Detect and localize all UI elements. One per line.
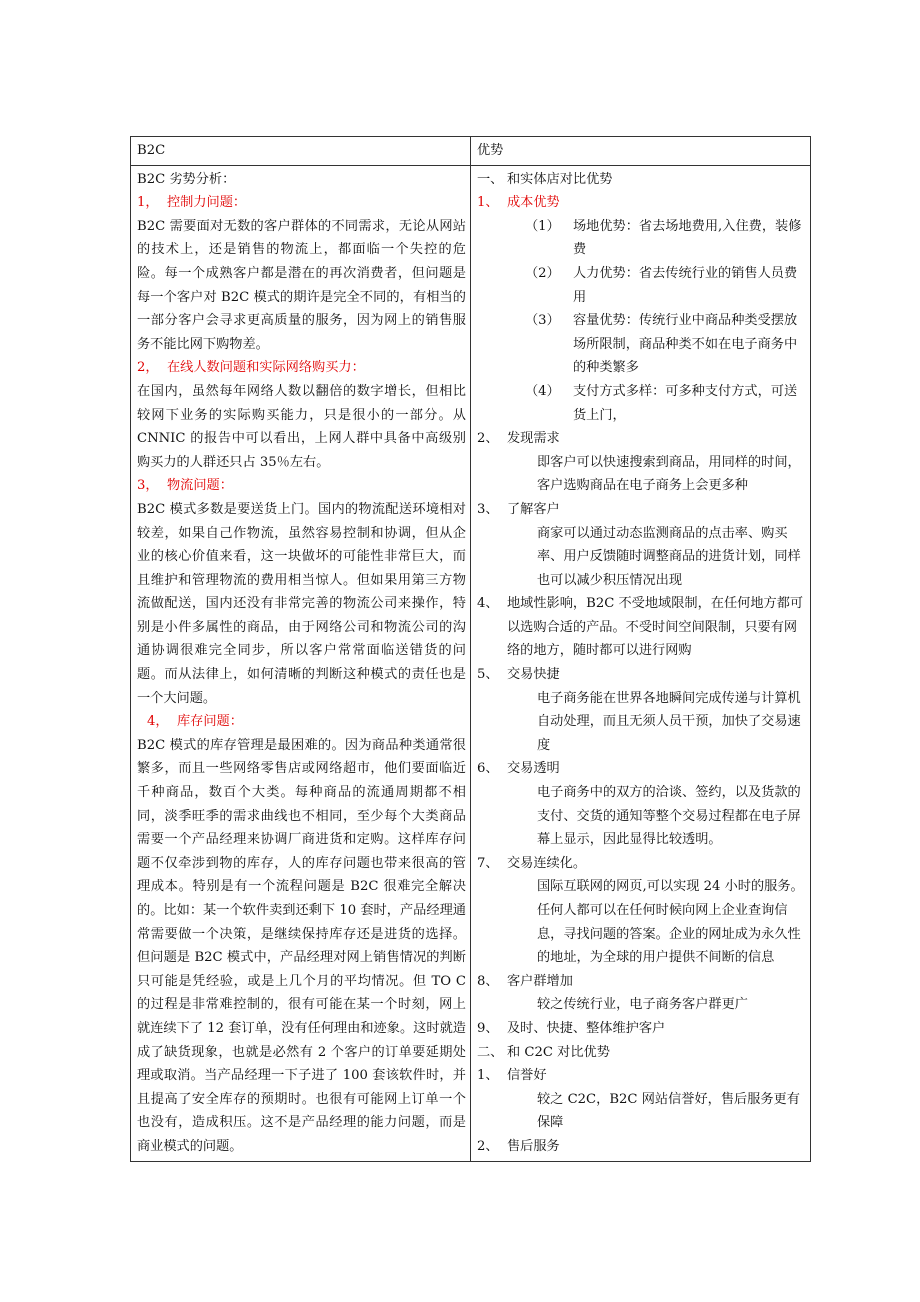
list-item-detail: 即客户可以快速搜索到商品，用同样的时间，客户选购商品在电子商务上会更多种 (537, 454, 801, 494)
section-heading: 4， 库存问题： (147, 714, 243, 730)
section-heading: 3， 物流问题： (137, 478, 233, 494)
list-item-detail: 较之 C2C，B2C 网站信誉好，售后服务更有保障 (537, 1091, 800, 1131)
comparison-table (130, 136, 811, 1162)
section-heading: 2， 在线人数问题和实际网络购买力： (137, 360, 365, 376)
section-body: B2C 模式的库存管理是最困难的。因为商品种类通常很繁多，而且一些网络零售店或网络超市，他们要面临近千种商品，数百个大类。每种商品的流通周期都不相同，淡季旺季的需求曲线也不相同，至少每个大类商品需要一个产品经理来协调厂商进货和定购。这样库存问题不仅牵涉到物的库存，人的库存问题也带来很高的管理成本。特别是有一个流程问题是 B2C 很难完全解决的。比如：某一个软件卖到还剩下 10 套时，产品经理通常需要做一个决策，是继续保持库存还是进货的选择。但问题是 B2C 模式中，产品经理对网上销售情况的判断只可能是凭经验，或是上几个月的平均情况。但 TO C 的过程是非常难控制的，很有可能在某一个时刻，网上就连续下了 12 套订单，没有任何理由和迹象。这时就造成了缺货现象，也就是必然有 2 个客户的订单要延期处理或取消。当产品经理一下子进了 100 套该软件时，并且提高了安全库存的预期时。也很有可能网上订单一个也没有，造成积压。这不是产品经理的能力问题，而是商业模式的问题。 (137, 737, 466, 1154)
list-item: 5、 交易快捷 (477, 667, 560, 683)
disadvantages-cell (131, 165, 471, 1161)
list-item: 2、 发现需求 (477, 431, 560, 447)
cost-heading: 1、 成本优势 (477, 195, 560, 211)
section-heading: 1， 控制力问题： (137, 195, 247, 211)
cost-item: （4） 支付方式多样：可多种支付方式，可送货上门， (525, 383, 798, 423)
cost-item: （2） 人力优势：省去传统行业的销售人员费用 (525, 265, 798, 305)
list-item-detail: 国际互联网的网页,可以实现 24 小时的服务。任何人都可以在任何时候向网上企业查询信息，寻找问题的答案。企业的网址成为永久性的地址，为全球的用户提供不间断的信息 (537, 879, 804, 966)
list-item-detail: 商家可以通过动态监测商品的点击率、购买率、用户反馈随时调整商品的进货计划，同样也可以减少积压情况出现 (537, 525, 801, 588)
part-heading: 二、 和 C2C 对比优势 (477, 1044, 610, 1060)
list-item: 1、 信誉好 (477, 1068, 547, 1084)
list-item: 8、 客户群增加 (477, 973, 573, 989)
part-heading: 一、 和实体店对比优势 (477, 171, 613, 187)
list-item: 4、 地域性影响，B2C 不受地域限制，在任何地方都可以选购合适的产品。不受时间空间限制，只要有网络的地方，随时都可以进行网购 (477, 596, 804, 659)
section-body: B2C 需要面对无数的客户群体的不同需求，无论从网站的技术上，还是销售的物流上，都面临一个失控的危险。每一个成熟客户都是潜在的再次消费者，但问题是每一个客户对 B2C 模式的期许是完全不同的，有相当的一部分客户会寻求更高质量的服务，因为网上的销售服务不能比网下购物差。 (137, 218, 466, 352)
list-item-detail: 电子商务能在世界各地瞬间完成传递与计算机自动处理，而且无须人员干预，加快了交易速度 (537, 690, 801, 753)
list-item-detail: 较之传统行业，电子商务客户群更广 (537, 997, 748, 1013)
list-item: 6、 交易透明 (477, 761, 560, 777)
list-item: 7、 交易连续化。 (477, 855, 587, 871)
header-advantages: 优势 (471, 137, 811, 166)
section-body: B2C 模式多数是要送货上门。国内的物流配送环境相对较差，如果自己作物流，虽然容易控制和协调，但从企业的核心价值来看，这一块做坏的可能性非常巨大，而且维护和管理物流的费用相当惊人。但如果用第三方物流做配送，国内还没有非常完善的物流公司来操作，特别是小件多属性的商品，由于网络公司和物流公司的沟通协调很难完全同步，所以客户常常面临送错货的问题。而从法律上，如何清晰的判断这种模式的责任也是一个大问题。 (137, 501, 466, 706)
disadvantages-intro: B2C 劣势分析： (137, 171, 236, 187)
cost-item: （1） 场地优势：省去场地费用,入住费，装修费 (525, 218, 802, 258)
cost-item: （3） 容量优势：传统行业中商品种类受摆放场所限制，商品种类不如在电子商务中的种类繁多 (525, 313, 798, 376)
content-row (131, 165, 811, 1161)
section-body: 在国内，虽然每年网络人数以翻倍的数字增长，但相比较网下业务的实际购买能力，只是很小的一部分。从 CNNIC 的报告中可以看出，上网人群中具备中高级别购买力的人群还只占 35％左右。 (137, 383, 466, 470)
advantages-cell (471, 165, 811, 1161)
list-item: 2、 售后服务 (477, 1138, 560, 1154)
header-row (131, 137, 811, 166)
header-b2c: B2C (131, 137, 471, 166)
list-item: 9、 及时、快捷、整体维护客户 (477, 1020, 666, 1036)
list-item-detail: 电子商务中的双方的洽谈、签约，以及货款的支付、交货的通知等整个交易过程都在电子屏幕上显示，因此显得比较透明。 (537, 785, 801, 848)
list-item: 3、 了解客户 (477, 501, 560, 517)
